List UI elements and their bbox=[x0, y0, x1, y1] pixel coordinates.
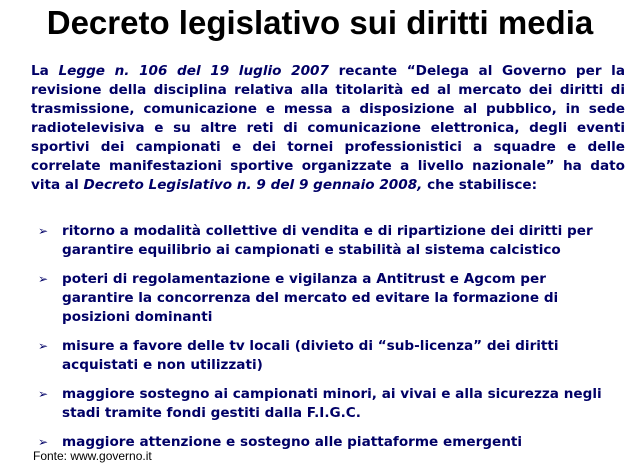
decree-reference: Decreto Legislativo n. 9 del 9 gennaio 2008, bbox=[83, 177, 423, 193]
list-item bbox=[38, 337, 608, 375]
source-caption: Fonte: www.governo.it bbox=[33, 449, 152, 463]
arrow-bullet-icon: ➢ bbox=[38, 272, 49, 286]
intro-text-3: che stabilisce: bbox=[422, 177, 538, 193]
intro-text-1: La bbox=[31, 63, 59, 79]
intro-paragraph bbox=[31, 62, 625, 195]
list-item-text: maggiore attenzione e sostegno alle piattaforme emergenti bbox=[62, 434, 523, 450]
page-title: Decreto legislativo sui diritti media bbox=[46, 4, 594, 41]
list-item bbox=[38, 270, 608, 327]
provisions-list bbox=[38, 222, 608, 462]
list-item-text: poteri di regolamentazione e vigilanza a Antitrust e Agcom per garantire la concorrenza del mercato ed evitare la formazione di posizioni dominanti bbox=[62, 271, 559, 325]
list-item-text: misure a favore delle tv locali (divieto di “sub-licenza” dei diritti acquistati e non utilizzati) bbox=[62, 338, 559, 373]
arrow-bullet-icon: ➢ bbox=[38, 387, 49, 401]
intro-text-2: recante “Delega al Governo per la revisione della disciplina relativa alla titolarità ed al mercato dei diritti di trasmissione, comunicazione e messa a disposizione al pubblico, in sede radiotelevisiva e su altre reti di comunicazione elettronica, degli eventi sportivi dei campionati e dei tornei professionistici a squadre e delle correlate manifestazioni sportive organizzate a livello nazionale” ha dato vita al bbox=[31, 63, 625, 193]
list-item bbox=[38, 385, 608, 423]
arrow-bullet-icon: ➢ bbox=[38, 224, 49, 238]
list-item-text: maggiore sostegno ai campionati minori, ai vivai e alla sicurezza negli stadi tramite fondi gestiti dalla F.I.G.C. bbox=[62, 386, 602, 421]
law-reference: Legge n. 106 del 19 luglio 2007 bbox=[58, 63, 329, 79]
arrow-bullet-icon: ➢ bbox=[38, 435, 49, 449]
list-item bbox=[38, 222, 608, 260]
list-item-text: ritorno a modalità collettive di vendita e di ripartizione dei diritti per garantire equilibrio ai campionati e stabilità al sistema calcistico bbox=[62, 223, 593, 258]
arrow-bullet-icon: ➢ bbox=[38, 339, 49, 353]
